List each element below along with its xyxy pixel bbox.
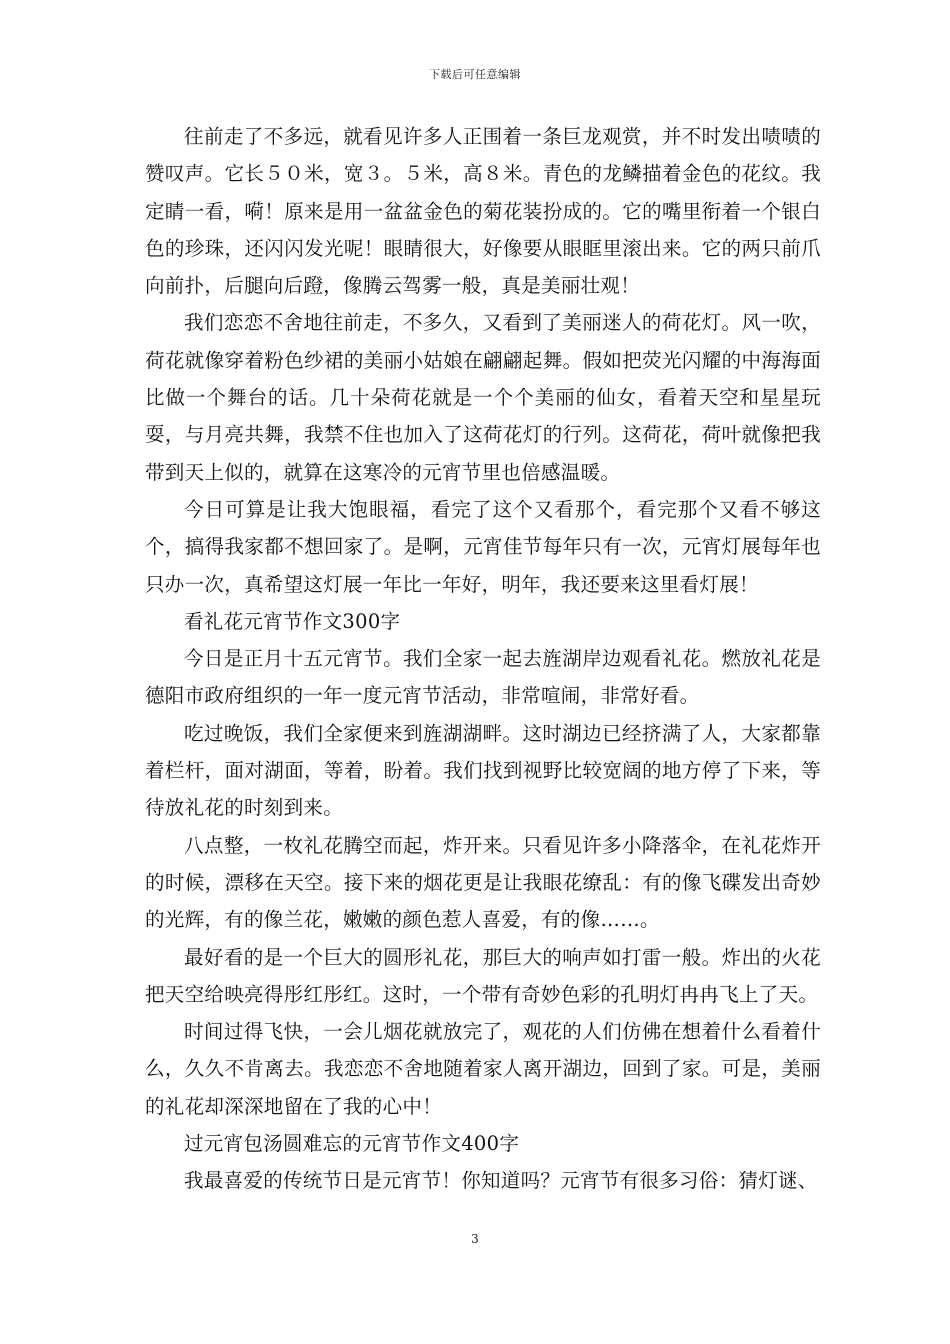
paragraph: 吃过晚饭，我们全家便来到旌湖湖畔。这时湖边已经挤满了人，大家都靠着栏杆，面对湖面，等着，盼着。我们找到视野比较宽阔的地方停了下来，等待放礼花的时刻到来。 xyxy=(145,721,821,820)
paragraph: 往前走了不多远，就看见许多人正围着一条巨龙观赏，并不时发出啧啧的赞叹声。它长５０米，宽３。５米，高８米。青色的龙鳞描着金色的花纹。我定睛一看，嗬！原来是用一盆盆金色的菊花装扮成的。它的嘴里衔着一个银白色的珍珠，还闪闪发光呢！眼睛很大，好像要从眼眶里滚出来。它的两只前爪向前扑，后腿向后蹬，像腾云驾雾一般，真是美丽壮观！ xyxy=(145,125,821,298)
section-heading: 过元宵包汤圆难忘的元宵节作文400字 xyxy=(184,1132,520,1156)
section-heading: 看礼花元宵节作文300字 xyxy=(184,609,401,633)
paragraph: 今日是正月十五元宵节。我们全家一起去旌湖岸边观看礼花。燃放礼花是德阳市政府组织的一年一度元宵节活动，非常喧闹，非常好看。 xyxy=(145,647,821,708)
paragraph: 八点整，一枚礼花腾空而起，炸开来。只看见许多小降落伞，在礼花炸开的时候，漂移在天空。接下来的烟花更是让我眼花缭乱：有的像飞碟发出奇妙的光辉，有的像兰花，嫩嫩的颜色惹人喜爱，有的像……。 xyxy=(145,833,821,932)
page-header: 下载后可任意编辑 xyxy=(429,68,521,81)
document-body xyxy=(145,118,821,1200)
page-number: 3 xyxy=(471,1232,479,1246)
paragraph: 最好看的是一个巨大的圆形礼花，那巨大的响声如打雷一般。炸出的火花把天空给映亮得彤红彤红。这时，一个带有奇妙色彩的孔明灯冉冉飞上了天。 xyxy=(145,945,821,1006)
paragraph: 时间过得飞快，一会儿烟花就放完了，观花的人们仿佛在想着什么看着什么，久久不肯离去。我恋恋不舍地随着家人离开湖边，回到了家。可是，美丽的礼花却深深地留在了我的心中！ xyxy=(145,1020,821,1118)
paragraph: 我最喜爱的传统节日是元宵节！你知道吗？元宵节有很多习俗：猜灯谜、 xyxy=(184,1169,818,1193)
paragraph: 今日可算是让我大饱眼福，看完了这个又看那个，看完那个又看不够这个，搞得我家都不想回家了。是啊，元宵佳节每年只有一次，元宵灯展每年也只办一次，真希望这灯展一年比一年好，明年，我还要来这里看灯展！ xyxy=(145,497,821,596)
paragraph: 我们恋恋不舍地往前走，不多久，又看到了美丽迷人的荷花灯。风一吹，荷花就像穿着粉色纱裙的美丽小姑娘在翩翩起舞。假如把荧光闪耀的中海海面比做一个舞台的话。几十朵荷花就是一个个美丽的仙女，看着天空和星星玩耍，与月亮共舞，我禁不住也加入了这荷花灯的行列。这荷花，荷叶就像把我带到天上似的，就算在这寒冷的元宵节里也倍感温暖。 xyxy=(145,311,821,484)
